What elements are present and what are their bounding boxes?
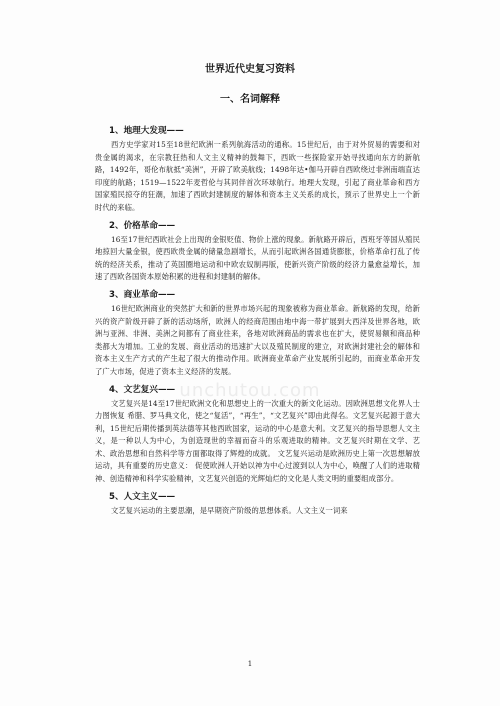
entry-heading: 3、商业革命—— [109, 289, 176, 300]
entry-geographical-discovery [95, 124, 420, 215]
entry-heading: 5、人文主义—— [109, 491, 176, 502]
entry-heading: 1、地理大发现—— [109, 126, 184, 136]
document-title: 世界近代史复习资料 [205, 64, 295, 75]
entry-price-revolution [95, 219, 420, 284]
entry-text: 文艺复兴是14至17世纪欧洲文化和思想史上的一次重大的新文化运动。因欧洲思想文化界人士力图恢复 希腊、罗马典文化，使之“复活”，“再生”，“文艺复兴”即由此得名。文艺复兴起源于意大利，15世纪后期传播到英法德等其他西欧国家，运动的中心是意大利。文艺复兴的指导思想人文主义，是一种以人为中心，为创造现世的幸福而奋斗的乐观进取的精神。文艺复兴时期在文学、艺术、政治思想和自然科学等方面都取得了辉煌的成就。 文艺复兴运动是欧洲历史上第一次思想解放运动，具有重要的历史意义： 促使欧洲人开始以神为中心过渡到以人为中心，唤醒了人们的进取精神、创造精神和科学实验精神，文艺复兴创造的光辉灿烂的文化是人类文明的重要组成部分。 [95, 398, 420, 484]
entry-text: 16至17世纪西欧社会上出现的金银贬值、物价上涨的现象。新航路开辟后，西班牙等国从殖民地掠回大量金银，使西欧贵金属的储量急剧增长，从而引起欧洲各国通货膨胀，价格革命打乱了传统的经济关系，推动了英国圈地运动和中欧农奴制再版，使新兴资产阶级的经济力量愈益增长，加速了西欧各国资本原始积累的进程和封建制的解体。 [95, 234, 420, 282]
watermark: unchutou.com [179, 380, 321, 401]
entry-text: 文艺复兴运动的主要思潮，是早期资产阶级的思想体系。人文主义一词来 [111, 505, 348, 515]
entry-text: 西方史学家对15至18世纪欧洲一系列航海活动的通称。15世纪后，由于对外贸易的需要和对贵金属的渴求，在宗教狂热和人文主义精神的鼓舞下，西欧一些探险家开始寻找通向东方的新航路，1492年，哥伦布航抵“美洲”，开辟了欧美航线；1498年达•伽马开辟自西欧绕过非洲南端直达印度的航路；1519—1522年麦哲伦与其同伴首次环球航行。地理大发现，引起了商业革命和西方国家殖民掠夺的狂潮，加速了西欧封建制度的解体和资本主义关系的成长，预示了世界史上一个新时代的来临。 [95, 140, 420, 212]
entry-text: 16世纪欧洲商业的突然扩大和新的世界市场兴起的现象被称为商业革命。新航路的发现，给新兴的资产阶级开辟了新的活动场所，欧洲人的经商范围由地中海一带扩展到大西洋及世界各地，欧洲与亚洲、非洲、美洲之间都有了商业往来，各地对欧洲商品的需求也在扩大，使贸易额和商品种类都大为增加。工业的发展、商业活动的迅速扩大以及殖民制度的建立，对欧洲封建社会的解体和资本主义生产方式的产生起了很大的推动作用。欧洲商业革命产业发展所引起的，而商业革命开发了广大市场，促进了资本主义经济的发展。 [95, 303, 420, 376]
entry-humanism [95, 490, 420, 518]
document-body [95, 120, 420, 517]
section-heading: 一、名词解释 [220, 94, 280, 105]
entry-heading: 4、文艺复兴—— [109, 384, 176, 395]
entry-commercial-revolution [95, 288, 420, 379]
page-number: 1 [247, 660, 253, 668]
entry-heading: 2、价格革命—— [109, 220, 176, 231]
